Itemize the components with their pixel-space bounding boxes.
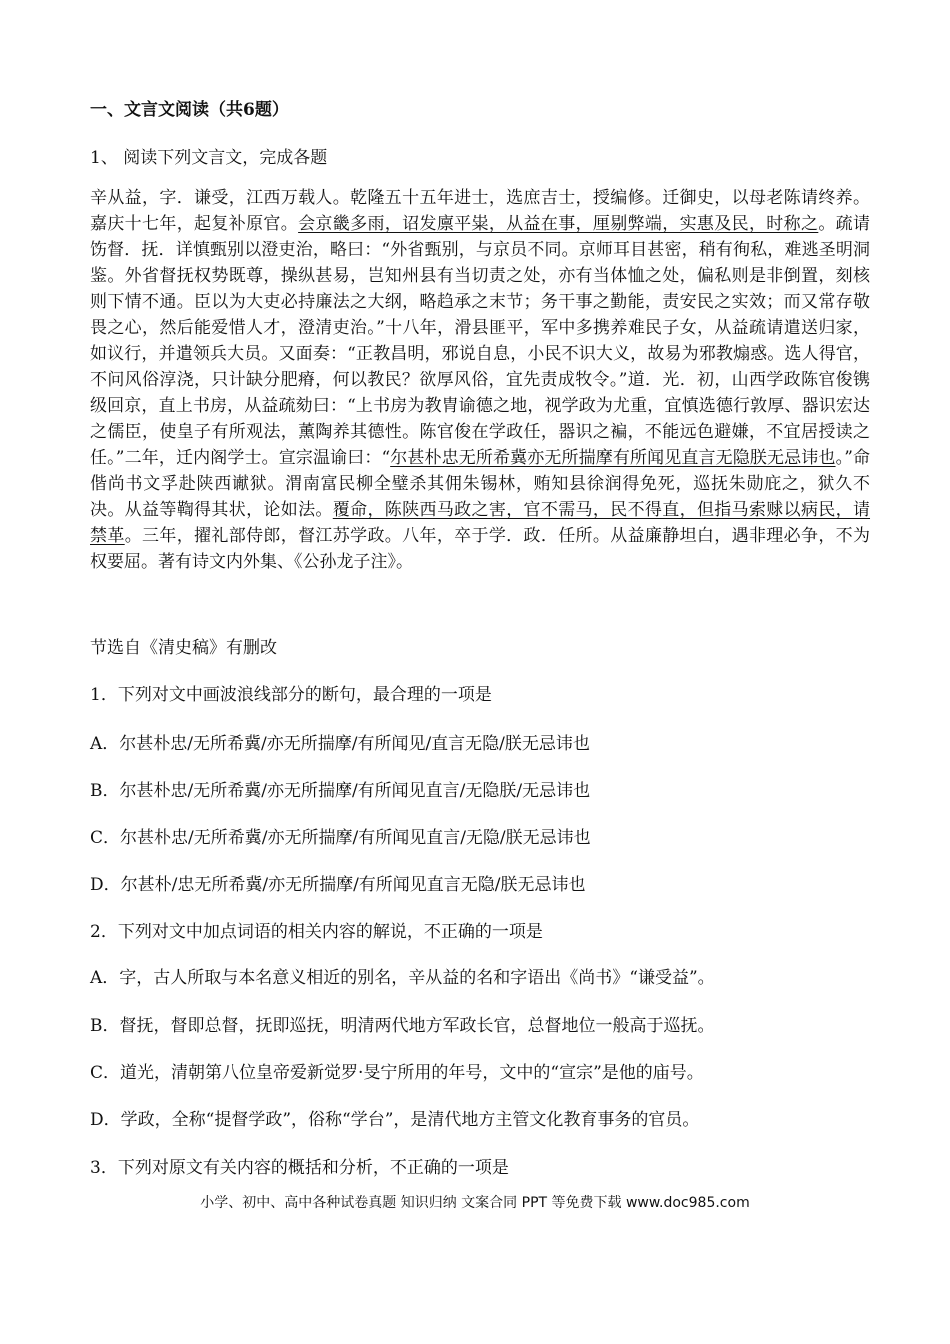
q2-option-d: D．学政，全称“提督学政”，俗称“学台”，是清代地方主管文化教育事务的官员。: [90, 1110, 700, 1130]
q1-option-c: C．尔甚朴忠/无所希冀/亦无所揣摩/有所闻见直言/无隐/朕无忌讳也: [90, 828, 591, 848]
q1-option-a: A．尔甚朴忠/无所希冀/亦无所揣摩/有所闻见/直言无隐/朕无忌讳也: [90, 734, 590, 754]
passage-text-2: 。疏请饬督．抚．详慎甄别以澄吏治，略曰：“外省甄别，与京员不同。京师耳目甚密，稍有徇私，难逃圣明洞鉴。外省督抚权势既尊，操纵甚易，岂知州县有当切责之处，亦有当体恤之处，偏私则是非倒置，刻核则下情不通。臣以为大吏必持廉法之大纲，略趋承之末节；务干事之勤能，责安民之实效；而又常存敬畏之心，然后能爱惜人才，澄清吏治。”十八年，滑县匪平，军中多携养难民子女，从益疏请遣送归家，如议行，并遣领兵大员。又面奏：“正教昌明，邪说自息，小民不识大义，故易为邪教煽惑。选人得官，不问风俗淳浇，只计缺分肥瘠，何以教民？欲厚风俗，宜先责成牧令。”道．光．初，山西学政陈官俊镌级回京，直上书房，从益疏劾曰：“上书房为教胄谕德之地，视学政为尤重，宜慎选德行敦厚、器识宏达之儒臣，使皇子有所观法，薰陶养其德性。陈官俊在学政任，器识之褊，不能远色避嫌，不宜居授读之任。”二年，迁内阁学士。宣宗温谕曰：“: [90, 214, 871, 468]
page-footer: 小学、初中、高中各种试卷真题 知识归纳 文案合同 PPT 等免费下载 www.doc985.com: [200, 1195, 750, 1211]
section-title: 一、文言文阅读（共6题）: [90, 100, 289, 120]
q1-option-d: D．尔甚朴/忠无所希冀/亦无所揣摩/有所闻见直言无隐/朕无忌讳也: [90, 875, 586, 895]
q2-stem: 2．下列对文中加点词语的相关内容的解说，不正确的一项是: [90, 922, 543, 942]
passage-text-3: 。”命偕尚书文孚赴陕西谳狱。渭南富民柳全璧杀其佣朱锡林，贿知县徐润得免死，巡抚朱勋庇之，狱久不决。从益等鞫得其状，论如法。: [90, 448, 871, 520]
passage-text-1: 辛从益，字．谦受，江西万载人。乾隆五十五年进士，选庶吉士，授编修。迁御史，以母老陈请终养。嘉庆十七年，起复补原官。: [90, 188, 870, 234]
underlined-sentence-1: 会京畿多雨，诏发廪平粜，从益在事，厘剔弊端，实惠及民，时称之: [298, 214, 819, 234]
source-note: 节选自《清史稿》有删改: [90, 638, 277, 658]
wavy-underlined-sentence: 尔甚朴忠无所希冀亦无所揣摩有所闻见直言无隐朕无忌讳也: [390, 448, 836, 468]
q2-option-c: C．道光，清朝第八位皇帝爱新觉罗·旻宁所用的年号，文中的“宣宗”是他的庙号。: [90, 1063, 704, 1083]
q1-stem: 1．下列对文中画波浪线部分的断句，最合理的一项是: [90, 685, 492, 705]
passage: [90, 185, 870, 575]
q3-stem: 3．下列对原文有关内容的概括和分析，不正确的一项是: [90, 1158, 509, 1178]
q2-option-a: A．字，古人所取与本名意义相近的别名，辛从益的名和字语出《尚书》“谦受益”。: [90, 968, 715, 988]
question-intro: 1、 阅读下列文言文，完成各题: [90, 148, 328, 168]
underlined-sentence-2: 覆命，陈陕西马政之害，官不需马，民不得直，但指马索赇以病民，请禁革: [90, 500, 871, 546]
q2-option-b: B．督抚，督即总督，抚即巡抚，明清两代地方军政长官，总督地位一般高于巡抚。: [90, 1016, 715, 1036]
q1-option-b: B．尔甚朴忠/无所希冀/亦无所揣摩/有所闻见直言/无隐朕/无忌讳也: [90, 781, 591, 801]
passage-text-4: 。三年，擢礼部侍郎，督江苏学政。八年，卒于学．政．任所。从益廉静坦白，遇非理必争，不为权要屈。著有诗文内外集、《公孙龙子注》。: [90, 526, 871, 572]
